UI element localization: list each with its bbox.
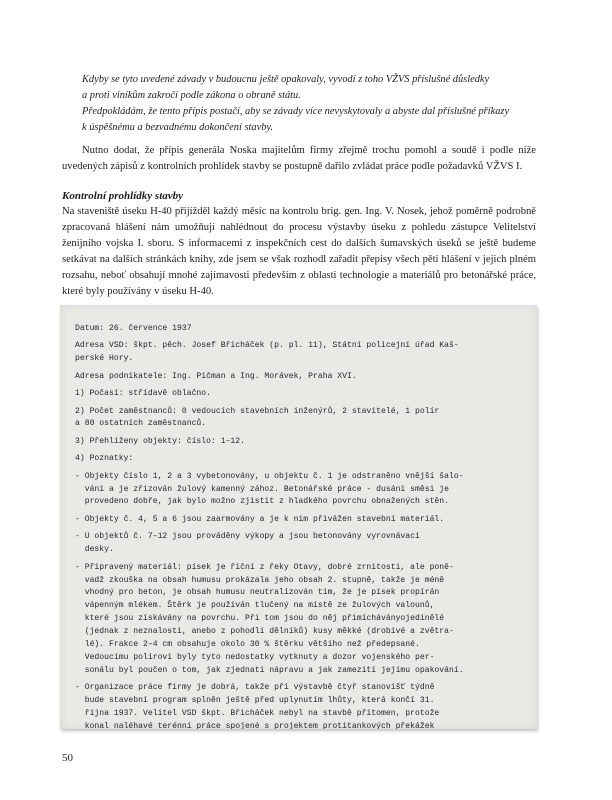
typed-line: Adresa VSD: škpt. pěch. Josef Břicháček (p. pl. 11), Státní policejní úřad Kaš-	[75, 341, 459, 351]
typed-line: října 1937. Velitel VSD škpt. Břicháček nebyl na stavbě přítomen, protože	[75, 709, 440, 719]
typed-line: desky.	[75, 545, 114, 555]
typed-line: (jednak z neznalosti, anebo z pohodlí dělníků) kusy měkké (drobivé a zvětra-	[75, 627, 454, 637]
typed-line: - U objektů č. 7–12 jsou prováděny výkopy a jsou betonovány vyrovnávací	[75, 532, 420, 542]
typed-line: vadž zkouška na obsah humusu prokázala jeho obsah 2. stupně, takže je méně	[75, 575, 445, 585]
typed-line: 1) Počasí: střídavě oblačno.	[75, 389, 211, 399]
typed-line: bude stavební program splněn ještě před uplynutím lhůty, která končí 31.	[75, 696, 435, 706]
typed-line: 3) Přehlíženy objekty: číslo: 1–12.	[75, 436, 245, 446]
note-paragraph	[62, 143, 536, 175]
typed-line: konal naléhavé terénní práce spojené s projektem protitankových překážek	[75, 721, 435, 729]
typed-line: vhodný pro beton, je obsah humusu neutralizován tím, že je písek propírán	[75, 588, 440, 598]
section-text: Na staveniště úseku H-40 přijížděl každý měsíc na kontrolu brig. gen. Ing. V. Nosek, jehož poměrně podrobně zpracovaná hlášení nám umožňují nahlédnout do procesu výstavby úseku z pohledu zástupce Velitelství ženijního vojska I. sboru. S informacemi z inspekčních cest do dalších šumavských úseků se ještě budeme setkávat na dalších stránkách knihy, zde jsem se však rozhodl zařadit přepisy všech pěti hlášení v jejich plném rozsahu, neboť obsahují mnohé zajímavosti především z oblasti technologie a materiálů pro betonářské práce, které byly používány v úseku H-40.	[62, 206, 536, 297]
typed-line: - Objekty číslo 1, 2 a 3 vybetonovány, u objektu č. 1 je odstraněno vnější šalo-	[75, 471, 464, 481]
page-number: 50	[62, 752, 73, 764]
typed-report-lines	[75, 323, 522, 729]
intro-line: k úspěšnému a bezvadnému dokončení stavby.	[82, 122, 274, 133]
typed-line: Vedoucímu polírovi byly tyto nedostatky vytknuty a dozor vojenského per-	[75, 652, 435, 662]
typed-line: Adresa podnikatele: Ing. Pičman a Ing. Morávek, Praha XVI.	[75, 371, 357, 381]
typed-line: Datum: 26. července 1937	[75, 324, 192, 333]
typed-line: lé). Frakce 2–4 cm obsahuje okolo 30 % štěrku většího než předepsané.	[75, 640, 420, 650]
typed-line: vápenným mlékem. Štěrk je používán tlučený na místě ze žulových valounů,	[75, 601, 435, 611]
typed-line: a 80 ostatních zaměstnanců.	[75, 419, 207, 429]
typed-line: - Organizace práce firmy je dobrá, takže při výstavbě čtyř stanovišť týdně	[75, 683, 435, 693]
intro-line: a proti viníkům zakročí podle zákona o obraně státu.	[82, 90, 301, 101]
intro-line: Kdyby se tyto uvedené závady v budoucnu ještě opakovaly, vyvodí z toho VŽVS příslušné důsledky	[82, 74, 490, 85]
typed-line: sonálu byl poučen o tom, jak zjednati nápravu a jak zamezití jejímu opakování.	[75, 665, 464, 675]
typed-line: - Připravený materiál: písek je říční z řeky Otavy, dobré zrnitosti, ale poně-	[75, 562, 454, 572]
typed-line: které jsou získávány na povrchu. Při tom jsou do něj přimícháványojedinělé	[75, 614, 445, 624]
section-heading: Kontrolní prohlídky stavby	[62, 190, 184, 202]
typed-report-card	[60, 305, 537, 729]
typed-line: 2) Počet zaměstnanců: 0 vedoucích stavebních inženýrů, 2 stavitelé, 1 polír	[75, 406, 440, 416]
typed-line: - Objekty č. 4, 5 a 6 jsou zaarmovány a je k nim přivážen stavební materiál.	[75, 514, 445, 524]
typed-line: provedeno dobře, jak bylo možno zjistit z hladkého povrchu obnažených stěn.	[75, 497, 449, 507]
typed-line: 4) Poznatky:	[75, 454, 134, 464]
intro-quote	[82, 72, 528, 136]
section-paragraph	[62, 204, 536, 300]
typed-line: vání a je zřizován žulový kamenný zához. Betonářské práce - dusání směsi je	[75, 484, 449, 494]
intro-line: Předpokládám, že tento přípis postačí, aby se závady více nevyskytovaly a abyste dal příslušné příkazy	[82, 106, 510, 117]
note-text: Nutno dodat, že přípis generála Noska majitelům firmy zřejmě trochu pomohl a soudě i podle níže uvedených zápisů z kontrolních prohlídek stavby se postupně dařilo zvládat práce podle požadavků VŽVS I.	[62, 145, 536, 172]
typed-line: perské Hory.	[75, 354, 134, 364]
